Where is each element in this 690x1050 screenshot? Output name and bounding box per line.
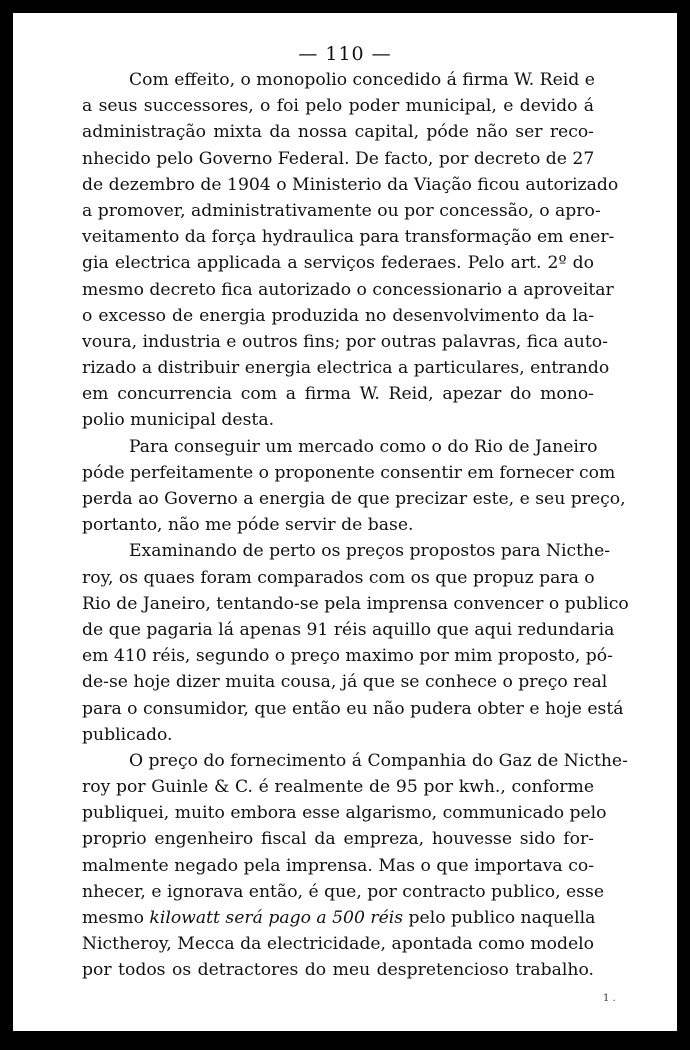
text-line: nhecer, e ignorava então, é que, por contracto publico, esse <box>82 881 605 902</box>
text-line: mesmo decreto fica autorizado o concessionario a aproveitar <box>82 279 614 300</box>
text-line: em 410 réis, segundo o preço maximo por mim proposto, pó- <box>82 646 613 667</box>
text-line: de-se hoje dizer muita cousa, já que se conhece o preço real <box>82 672 608 693</box>
text-line: Examinando de perto os preços propostos para Nicthe- <box>129 541 611 562</box>
book-page <box>13 13 677 1031</box>
text-segment: pelo publico naquella <box>403 908 596 928</box>
text-line: Para conseguir um mercado como o do Rio de Janeiro <box>129 436 598 457</box>
text-line: O preço do fornecimento á Companhia do Gaz de Nicthe- <box>129 750 628 771</box>
text-line: portanto, não me póde servir de base. <box>82 515 414 536</box>
text-line: publiquei, muito embora esse algarismo, communicado pelo <box>82 803 607 824</box>
text-line: publicado. <box>82 724 173 745</box>
text-line: de dezembro de 1904 o Ministerio da Viação ficou autorizado <box>82 174 619 195</box>
text-line: roy por Guinle & C. é realmente de 95 por kwh., conforme <box>82 777 594 798</box>
text-line-with-italic <box>82 905 594 931</box>
text-line: Com effeito, o monopolio concedido á firma W. Reid e <box>129 70 595 90</box>
italic-text: kilowatt será pago a 500 réis <box>149 908 404 928</box>
text-line: roy, os quaes foram comparados com os que propuz para o <box>82 567 595 588</box>
text-line: para o consumidor, que então eu não pudera obter e hoje está <box>82 698 624 719</box>
text-line: a seus successores, o foi pelo poder municipal, e devido á <box>82 96 594 117</box>
text-line: Rio de Janeiro, tentando-se pela imprensa convencer o publico <box>82 593 629 614</box>
text-line: malmente negado pela imprensa. Mas o que importava co- <box>82 855 594 876</box>
paragraph-3 <box>82 538 629 748</box>
paragraph-4 <box>82 748 628 984</box>
text-line: polio municipal desta. <box>82 410 275 431</box>
paragraph-2 <box>82 434 626 539</box>
text-line: veitamento da força hydraulica para transformação em ener- <box>82 227 615 248</box>
text-line: gia electrica applicada a serviços federaes. Pelo art. 2º do <box>82 253 594 274</box>
text-line: voura, industria e outros fins; por outras palavras, fica auto- <box>82 331 608 352</box>
text-line: perda ao Governo a energia de que precizar este, e seu preço, <box>82 489 626 509</box>
text-line: por todos os detractores do meu despretencioso trabalho. <box>82 960 594 981</box>
page-mark: 1 . <box>603 993 616 1004</box>
text-line: proprio engenheiro fiscal da empreza, houvesse sido for- <box>82 829 594 850</box>
text-line: póde perfeitamente o proponente consentir em fornecer com <box>82 462 616 483</box>
text-line: nhecido pelo Governo Federal. De facto, por decreto de 27 <box>82 148 595 169</box>
text-line: em concurrencia com a firma W. Reid, apezar do mono- <box>82 384 594 405</box>
text-line: o excesso de energia produzida no desenvolvimento da la- <box>82 305 594 326</box>
text-line: de que pagaria lá apenas 91 réis aquillo que aqui redundaria <box>82 619 615 640</box>
page-number: — 110 — <box>298 43 392 65</box>
text-segment: mesmo <box>82 908 150 928</box>
text-line: Nictheroy, Mecca da electricidade, apontada como modelo <box>82 934 594 955</box>
text-line: administração mixta da nossa capital, póde não ser reco- <box>82 122 594 143</box>
paragraph-1 <box>82 67 619 434</box>
text-line: a promover, administrativamente ou por concessão, o apro- <box>82 200 601 221</box>
body-text <box>82 67 629 984</box>
text-line: rizado a distribuir energia electrica a particulares, entrando <box>82 358 610 379</box>
